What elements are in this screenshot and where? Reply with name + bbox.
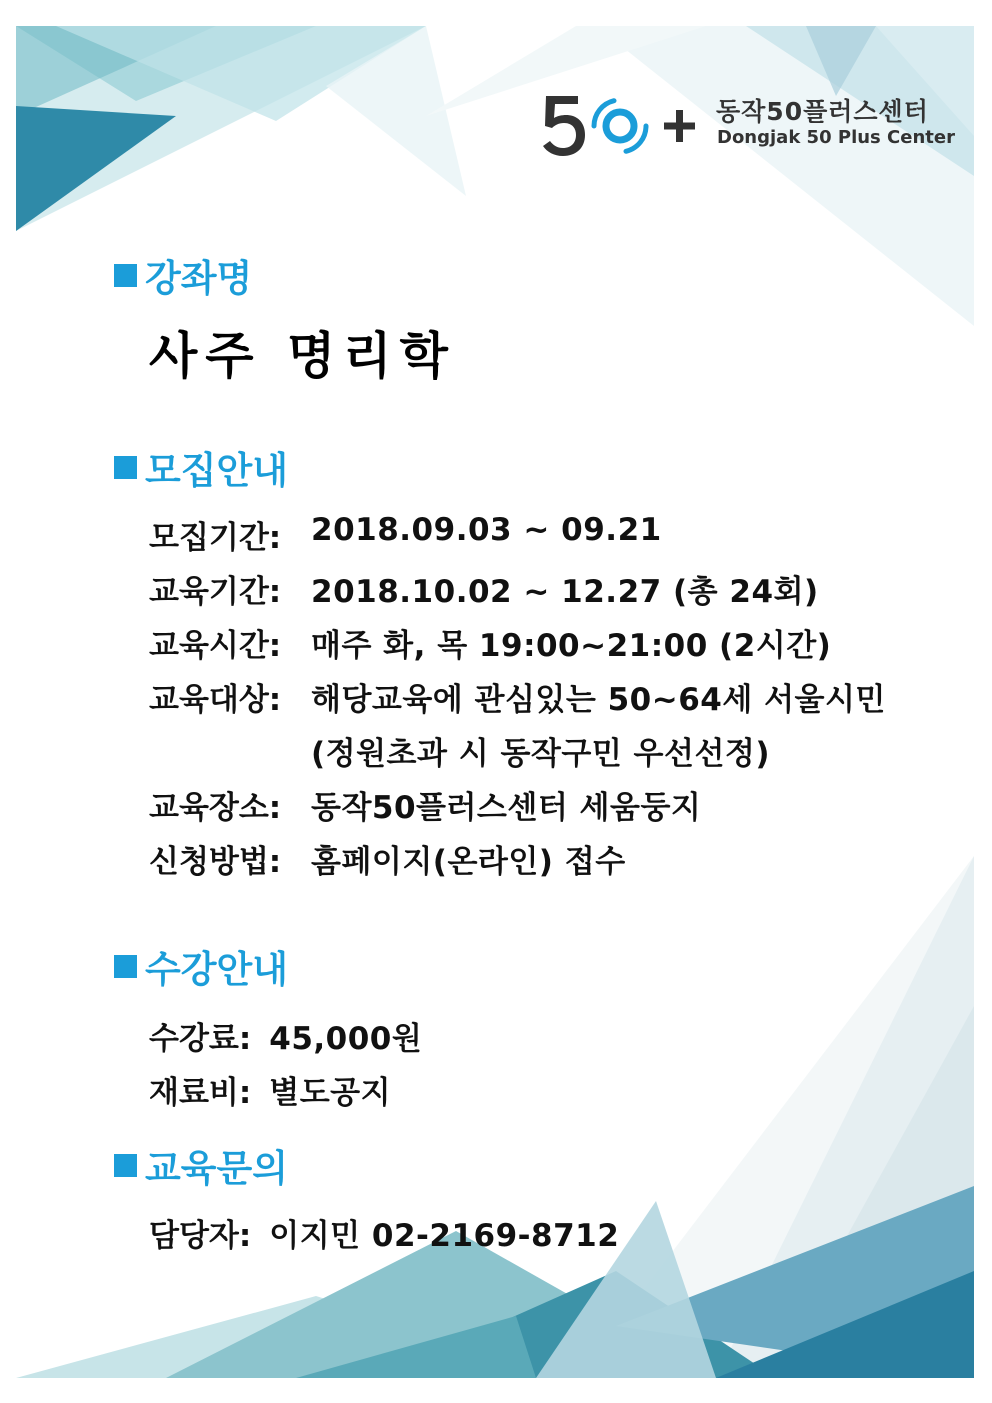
info-row-recruit-period (149, 512, 886, 566)
row-value: (정원초과 시 동작구민 우선선정) (311, 736, 771, 772)
heading-square-icon (114, 1154, 137, 1177)
row-value: 해당교육에 관심있는 50~64세 서울시민 (311, 682, 886, 718)
row-value: 이지민 02-2169-8712 (269, 1218, 620, 1254)
row-value: 별도공지 (269, 1075, 392, 1111)
info-row-location (149, 782, 886, 836)
row-value: 동작50플러스센터 세움둥지 (311, 790, 702, 826)
info-row-education-time (149, 620, 886, 674)
row-value: 홈페이지(온라인) 접수 (311, 844, 626, 880)
contact-heading-text: 교육문의 (145, 1147, 288, 1190)
heading-square-icon (114, 456, 137, 479)
row-label (149, 728, 311, 782)
info-row-tuition (149, 1013, 422, 1067)
recruit-heading-text: 모집안내 (145, 449, 288, 492)
course-heading-text: 강좌명 (145, 257, 253, 300)
fee-heading-text: 수강안내 (145, 948, 288, 991)
row-label: 수강료: (149, 1021, 252, 1057)
info-row-target (149, 674, 886, 728)
center-name-english: Dongjak 50 Plus Center (717, 127, 955, 148)
row-label: 재료비: (149, 1075, 252, 1111)
center-name-korean: 동작50플러스센터 (716, 97, 929, 126)
row-label: 교육기간: (149, 574, 282, 610)
flyer-page (16, 26, 974, 1378)
fifty-plus-logo-icon (540, 88, 700, 160)
row-label: 담당자: (149, 1218, 252, 1254)
row-value: 2018.09.03 ~ 09.21 (311, 512, 662, 548)
row-label: 교육대상: (149, 682, 282, 718)
row-label: 신청방법: (149, 844, 282, 880)
row-value: 매주 화, 목 19:00~21:00 (2시간) (311, 628, 832, 664)
info-row-material-fee (149, 1067, 422, 1121)
row-value: 2018.10.02 ~ 12.27 (총 24회) (311, 574, 819, 610)
heading-square-icon (114, 955, 137, 978)
row-label: 모집기간: (149, 520, 282, 556)
info-row-contact-person (149, 1210, 619, 1264)
recruit-heading (114, 440, 288, 494)
info-row-education-period (149, 566, 886, 620)
course-heading (114, 248, 252, 302)
contact-info-list (149, 1210, 619, 1264)
course-title: 사주 명리학 (149, 327, 456, 385)
fee-info-list (149, 1013, 422, 1121)
recruit-info-list (149, 512, 886, 890)
row-value: 45,000원 (269, 1021, 423, 1057)
row-label: 교육시간: (149, 628, 282, 664)
info-row-apply-method (149, 836, 886, 890)
row-label: 교육장소: (149, 790, 282, 826)
contact-heading (114, 1138, 288, 1192)
heading-square-icon (114, 264, 137, 287)
center-logo (540, 88, 960, 160)
fee-heading (114, 939, 288, 993)
info-row-target-note (149, 728, 886, 782)
